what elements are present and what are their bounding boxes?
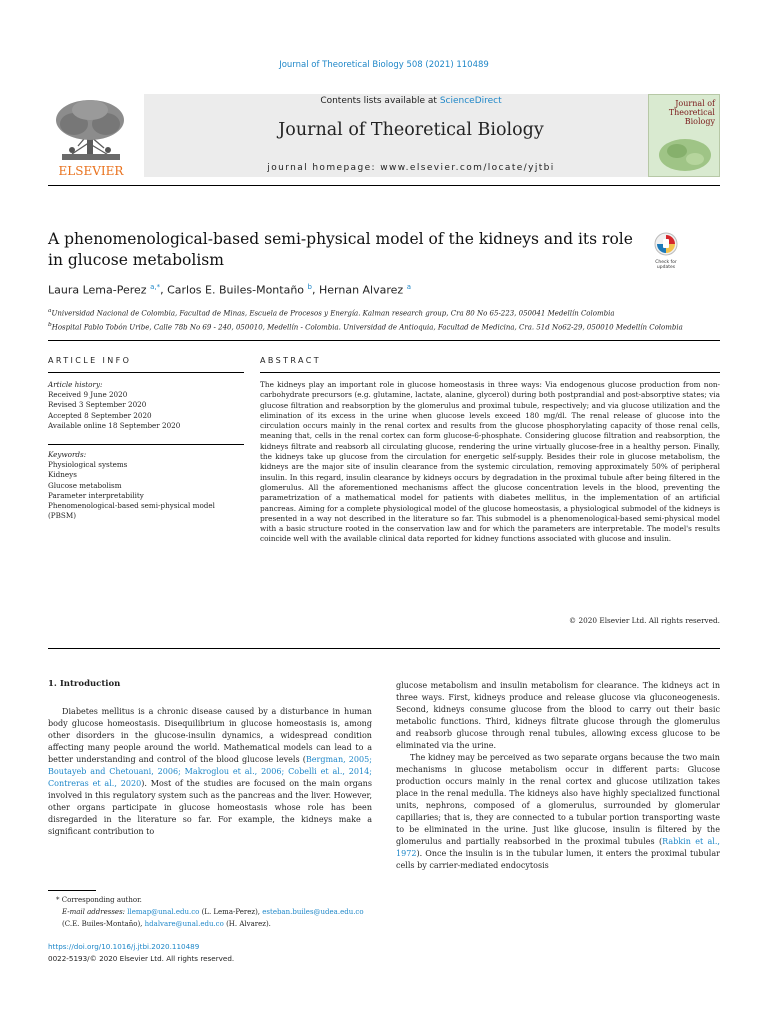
abstract-end-divider [48,648,720,649]
journal-homepage-link[interactable]: journal homepage: www.elsevier.com/locate/yjtbi [267,163,555,173]
author-affiliation-mark[interactable]: a,* [150,283,161,291]
keyword: Phenomenological-based semi-physical model (PBSM) [48,501,215,521]
keywords [48,450,244,521]
abstract-divider [260,372,720,373]
doi-link[interactable]: https://doi.org/10.1016/j.jtbi.2020.110489 [48,942,200,951]
email-owner: (L. Lema-Perez), [201,908,261,916]
abstract-copyright: © 2020 Elsevier Ltd. All rights reserved. [568,616,720,625]
keyword: Physiological systems [48,460,128,470]
publisher-wordmark: ELSEVIER [58,164,124,178]
author-affiliation-mark[interactable]: a [406,283,411,291]
body-paragraph: The kidney may be perceived as two separate organs because the two main mechanisms in glucose metabolism occur in different parts: Glucose production occurs mainly in the renal cortex and glucose utilization takes place in the renal medulla. The kidneys also have highly specialized functional units, nephrons, composed of a glomerulus, surrounded by glomerular capillaries; that is, they are connected to a tubular portion transporting waste to be eliminated in the urine. Just like glucose, insulin is filtered by the glomerulus and partially reabsorbed in the proximal tubules (Rabkin et al., 1972). Once the insulin is in the tubular lumen, it enters the proximal tubular cells by carrier-mediated endocytosis [396,753,720,870]
corresponding-author-footnote [48,894,372,930]
journal-header-band [144,94,678,177]
affiliation-divider [48,340,720,341]
corresponding-note: * Corresponding author. [56,896,142,904]
affiliation-marker: a [48,308,52,314]
citation-link[interactable]: Bergman, 2005; Boutayeb and Chetouani, 2006; Makroglou et al., 2006; Cobelli et al., 2014; Contreras et al., 2020 [48,755,372,788]
issn-line: 0022-5193/© 2020 Elsevier Ltd. All rights reserved. [48,954,235,963]
body-paragraph: Diabetes mellitus is a chronic disease caused by a disturbance in human body glucose homeostasis. Disequilibrium in glucose homeostasis is, among other disorders in the glucose-insulin dynamics, a widespread condition affecting many people around the world. Mathematical models can lead to a better understanding and control of the blood glucose levels (Bergman, 2005; Boutayeb and Chetouani, 2006; Makroglou et al., 2006; Cobelli et al., 2014; Contreras et al., 2020). Most of the studies are focused on the main organs involved in this regulatory system such as the pancreas and the liver. However, other organs participate in glucose homeostasis whose role has been disregarded in the literature so far. For example, the kidneys make a significant contribution to [48,707,372,836]
affiliation-a [48,306,728,320]
email-owner: (C.E. Builes-Montaño), [62,920,143,928]
accepted-date: Accepted 8 September 2020 [48,410,152,420]
check-for-updates-badge[interactable] [648,232,684,270]
email-link[interactable]: esteban.builes@udea.edu.co [262,908,364,916]
keyword: Kidneys [48,470,77,480]
author-name: Carlos E. Builes-Montaño [167,283,305,297]
check-for-updates-icon [648,232,684,256]
affiliation-b [48,320,728,334]
email-owner: (H. Alvarez). [226,920,271,928]
body-right-column [396,680,720,872]
article-title: A phenomenological-based semi-physical model of the kidneys and its role in glucose metabolism [48,230,633,269]
author-list [48,283,720,297]
article-info-heading: ARTICLE INFO [48,356,132,365]
revised-date: Revised 3 September 2020 [48,400,147,410]
introduction-heading: 1. Introduction [48,679,121,689]
journal-name: Journal of Theoretical Biology [278,120,544,140]
history-divider [48,444,244,445]
journal-masthead [48,94,720,177]
affiliations [48,306,728,334]
abstract-text: The kidneys play an important role in glucose homeostasis in three ways: Via endogenous glucose production from non-carbohydrate precursors (e.g. glutamine, lactate, alanine, glycerol) during both postprandial and post-absorptive states; via glucose filtration and reabsorption by the glomerulus and proximal tubule, respectively; and via glucose utilization and the elimination of its excess in the urine when glucose levels exceed 180 mg/dl. The renal release of glucose into the circulation occurs mainly in the renal cortex and results from the glucose phosphorylating capacity of those renal cells, meaning that, cells in the renal cortex can form glucose-6-phosphate. Considering glucose filtration and reabsorption, the kidneys filtrate and reabsorb all circulating glucose, rendering the urine virtually glucose-free in a healthy person. Finally, the kidneys take up glucose from the circulation for energetic self-supply. Besides their role in glucose metabolism, the kidneys are the major site of insulin clearance from the systemic circulation, removing approximately 50% of peripheral insulin. In this regard, insulin clearance by kidneys occurs by degradation in the proximal tubule after being filtered in the glomerulus. All the aforementioned mechanisms affect the glucose concentration levels in the blood, preventing the parametrization of a mathematical model for patients with diabetes mellitus, in the implementation of an artificial pancreas. Aiming for a complete physiological model of the glucose homeostasis, a physiological submodel of the kidneys is presented in a way not described in the literature so far. This submodel is a phenomenological-based semi-physical model with a basic structure rooted in the conservation law and for which the parameters are interpretable. The model's results coincide well with the available clinical data reported for kidney functions associated with glucose and insulin. [260,380,720,544]
author-separator: , [311,283,319,297]
cover-art-icon [655,135,715,173]
elsevier-logo[interactable] [48,94,134,177]
check-updates-label: Check for updates [655,260,677,270]
affiliation-text: Hospital Pablo Tobón Uribe, Calle 78b No 69 - 240, 050010, Medellín - Colombia. Universidad de Antioquia, Facultad de Medicina, Cra. 51d No62-29, 050010 Medellín Colombia [51,323,683,332]
author-name: Laura Lema-Perez [48,283,147,297]
citation-link[interactable]: Rabkin et al., 1972 [396,837,720,858]
online-date: Available online 18 September 2020 [48,420,181,430]
keyword: Parameter interpretability [48,490,144,500]
history-label: Article history: [48,380,103,389]
received-date: Received 9 June 2020 [48,390,128,400]
contents-line [144,96,678,106]
affiliation-marker: b [48,321,52,328]
affiliation-text: Universidad Nacional de Colombia, Facultad de Minas, Escuela de Procesos y Energía. Kalman research group, Cra 80 No 65-223, 050041 Medellín Colombia [51,309,615,318]
article-history [48,380,244,431]
journal-cover-thumbnail[interactable] [648,94,720,177]
article-info-divider [48,372,244,373]
email-link[interactable]: hdalvare@unal.edu.co [144,920,224,928]
author-affiliation-mark[interactable]: b [307,283,312,291]
contents-prefix: Contents lists available at [320,96,440,106]
keywords-label: Keywords: [48,450,87,459]
abstract-heading: ABSTRACT [260,356,322,365]
sciencedirect-link[interactable]: ScienceDirect [439,96,502,106]
author-separator: , [160,283,168,297]
body-paragraph: glucose metabolism and insulin metabolism for clearance. The kidneys act in three ways. First, kidneys produce and release glucose via gluconeogenesis. Second, kidneys consume glucose from the blood to carry out their basic metabolic functions. Third, kidneys filtrate glucose through the glomerulus and reabsorb glucose through renal tubules, allowing excess glucose to be eliminated via the urine. [396,681,720,750]
header-divider [48,185,720,186]
author-name: Hernan Alvarez [318,283,404,297]
journal-citation-link[interactable]: Journal of Theoretical Biology 508 (2021) 110489 [279,60,489,70]
email-label: E-mail addresses: [62,908,126,916]
keyword: Glucose metabolism [48,480,122,490]
body-left-column [48,706,372,838]
email-link[interactable]: llemap@unal.edu.co [127,908,200,916]
cover-title: Journal of Theoretical Biology [668,99,715,126]
footnote-divider [48,890,96,891]
